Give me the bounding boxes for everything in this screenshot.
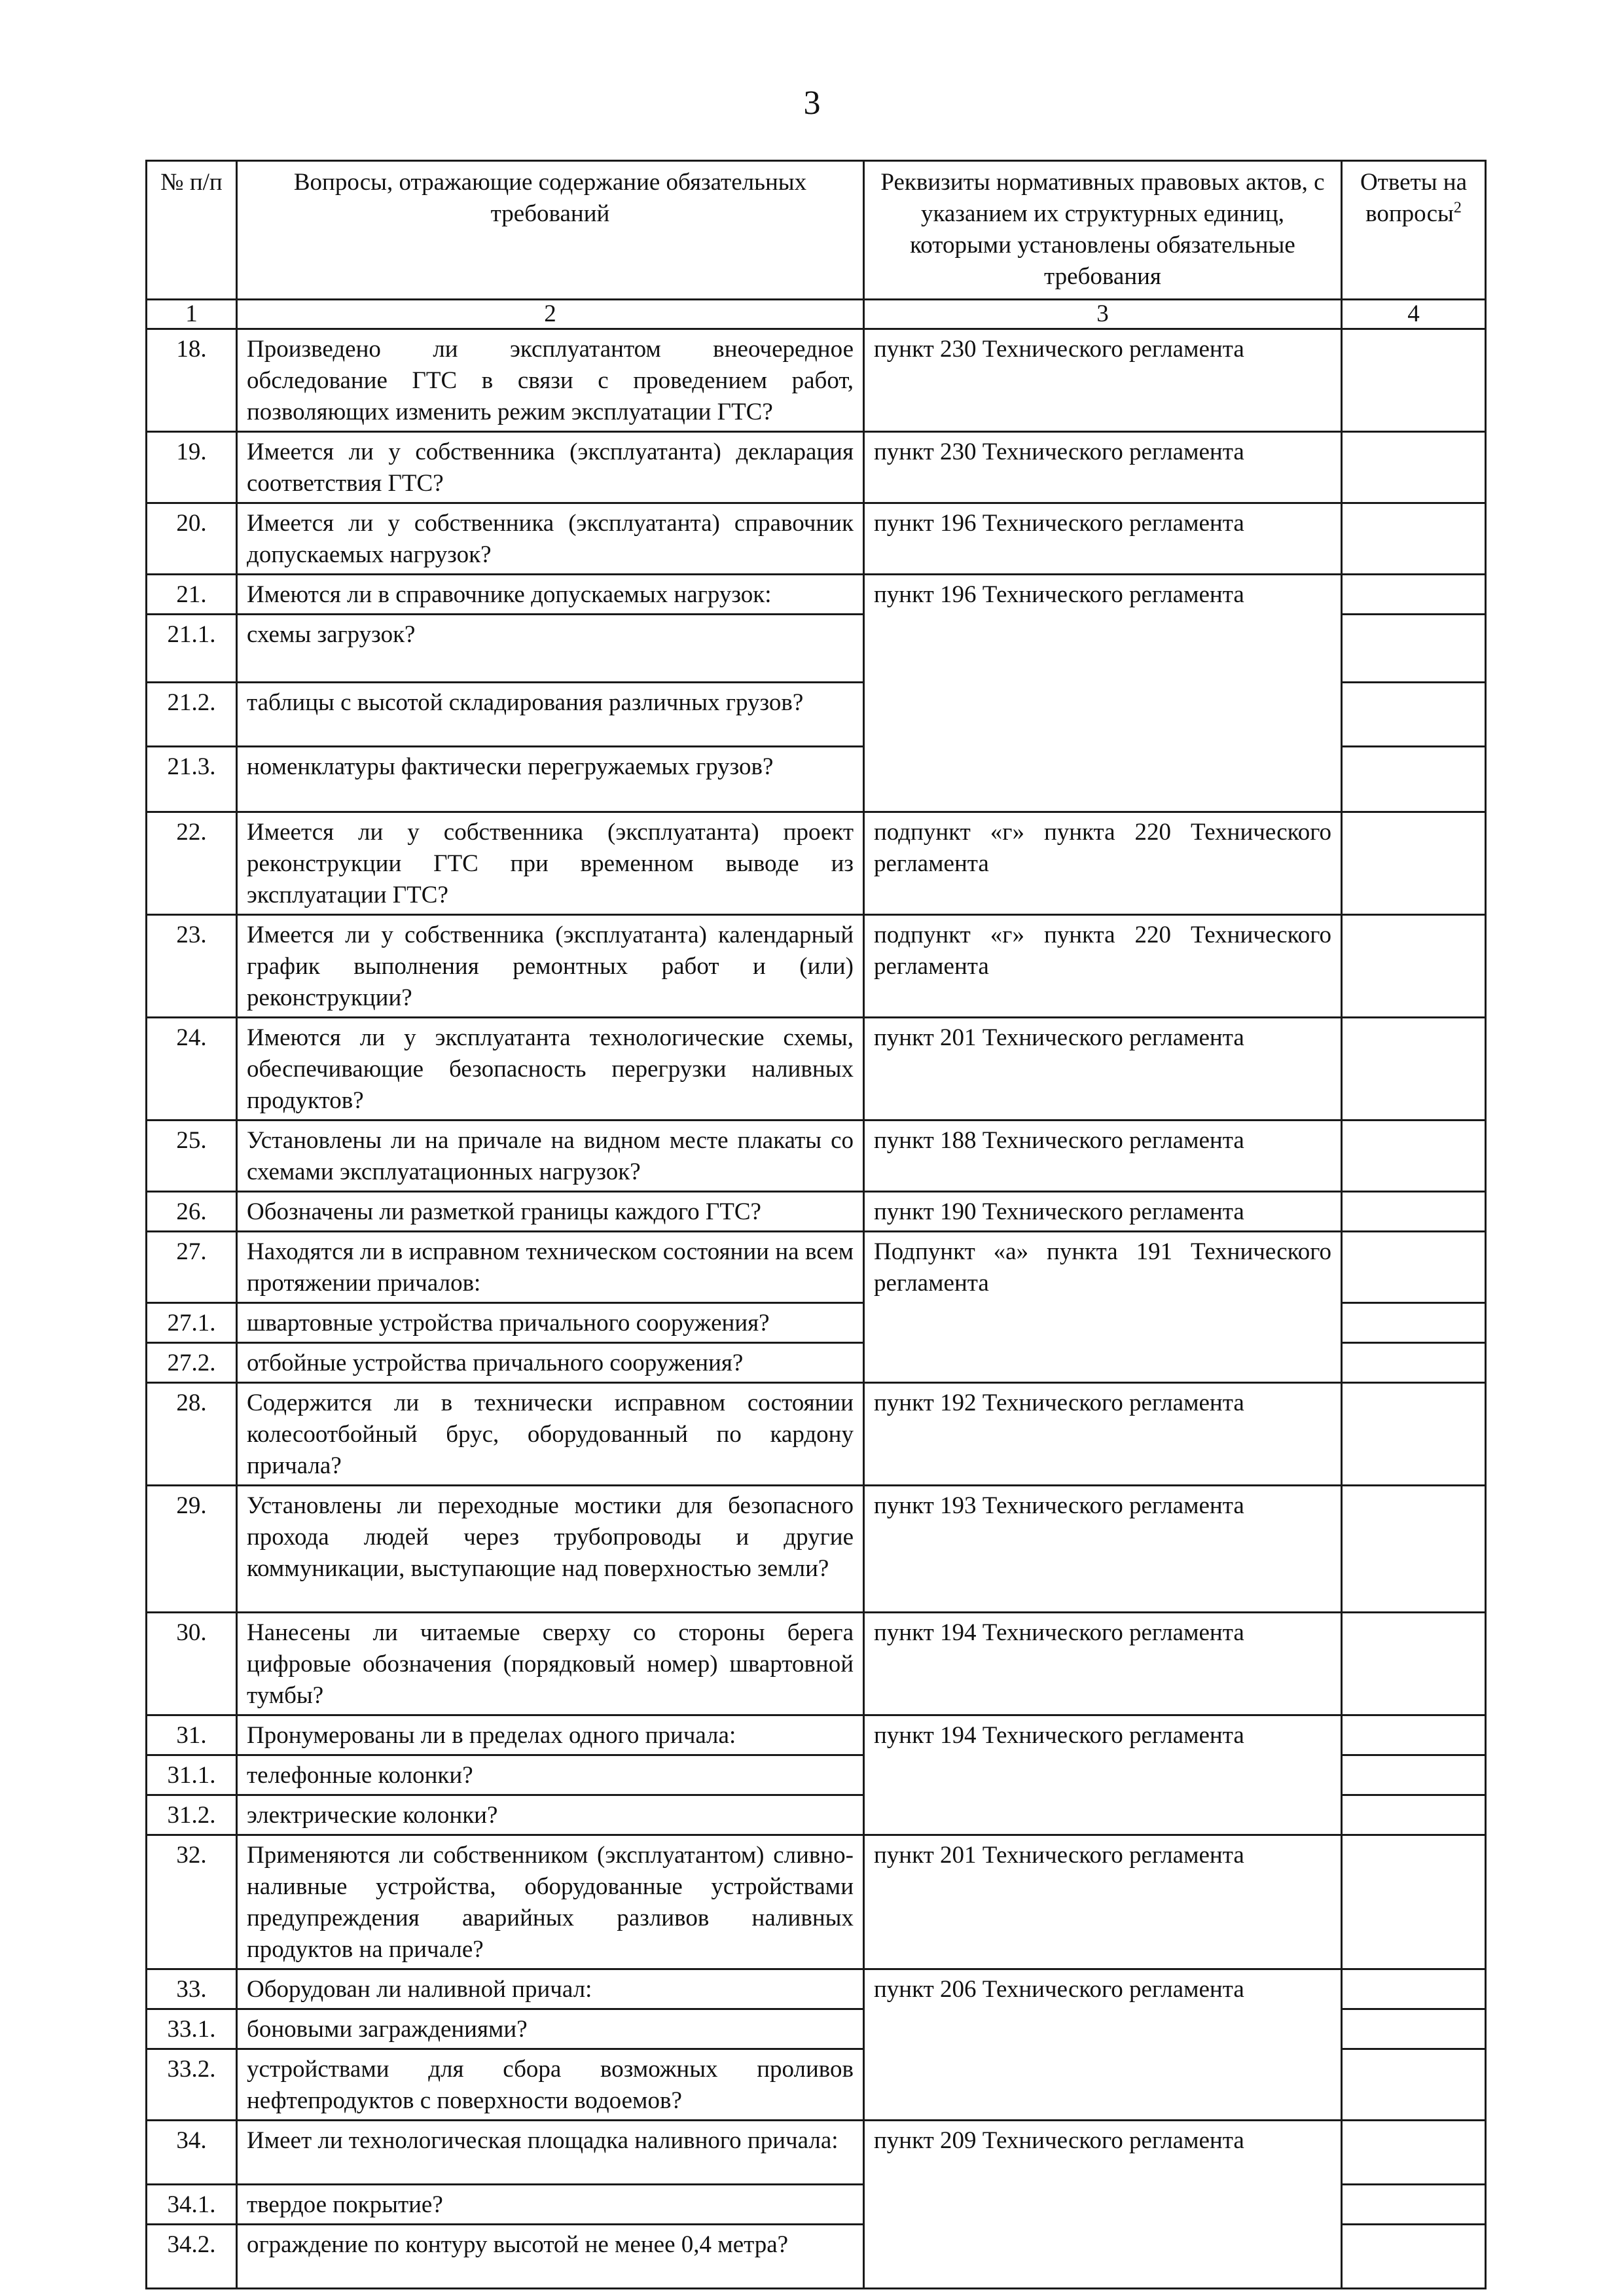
table-row [147,1715,1486,1755]
row-reference: пункт 206 Технического регламента [864,1969,1342,2121]
row-reference: пункт 209 Технического регламента [864,2121,1342,2289]
row-reference: пункт 193 Технического регламента [864,1486,1342,1613]
row-reference: пункт 194 Технического регламента [864,1613,1342,1715]
answer-cell[interactable] [1342,812,1486,915]
row-question: Оборудован ли наливной причал: [237,1969,864,2009]
row-reference: пункт 192 Технического регламента [864,1383,1342,1486]
row-reference: пункт 196 Технического регламента [864,575,1342,812]
column-number: 3 [864,300,1342,329]
table-row [147,1969,1486,2009]
row-number: 22. [147,812,237,915]
table-row [147,2121,1486,2185]
answer-cell[interactable] [1342,2185,1486,2225]
answer-cell[interactable] [1342,1121,1486,1192]
row-number: 30. [147,1613,237,1715]
answer-cell[interactable] [1342,1755,1486,1795]
answer-cell[interactable] [1342,329,1486,432]
answer-cell[interactable] [1342,503,1486,575]
row-question: боновыми заграждениями? [237,2009,864,2049]
row-number: 25. [147,1121,237,1192]
table-row [147,432,1486,503]
table-row [147,915,1486,1018]
row-question: Имеет ли технологическая площадка наливного причала: [237,2121,864,2185]
answer-cell[interactable] [1342,1343,1486,1383]
answer-cell[interactable] [1342,2049,1486,2121]
answer-cell[interactable] [1342,615,1486,683]
answer-cell[interactable] [1342,2225,1486,2289]
row-number: 26. [147,1192,237,1232]
row-question: Установлены ли на причале на видном месте плакаты со схемами эксплуатационных нагрузок? [237,1121,864,1192]
table-row [147,503,1486,575]
row-question: телефонные колонки? [237,1755,864,1795]
row-number: 21.1. [147,615,237,683]
row-question: ограждение по контуру высотой не менее 0,4 метра? [237,2225,864,2289]
row-question: швартовные устройства причального сооружения? [237,1303,864,1343]
row-question: Имеются ли в справочнике допускаемых нагрузок: [237,575,864,615]
row-question: Пронумерованы ли в пределах одного причала: [237,1715,864,1755]
answer-cell[interactable] [1342,1383,1486,1486]
header-reference: Реквизиты нормативных правовых актов, с указанием их структурных единиц, которыми установлены обязательные требования [864,161,1342,300]
table-header-row [147,161,1486,300]
row-reference: пункт 201 Технического регламента [864,1835,1342,1969]
column-number: 1 [147,300,237,329]
table-row [147,812,1486,915]
row-number: 34.1. [147,2185,237,2225]
answer-cell[interactable] [1342,1613,1486,1715]
row-reference: пункт 188 Технического регламента [864,1121,1342,1192]
page-number: 3 [803,84,821,122]
answer-cell[interactable] [1342,1232,1486,1303]
answer-cell[interactable] [1342,683,1486,747]
row-reference: пункт 230 Технического регламента [864,329,1342,432]
answer-cell[interactable] [1342,1192,1486,1232]
table-row [147,1192,1486,1232]
column-number: 2 [237,300,864,329]
row-number: 20. [147,503,237,575]
row-reference: Подпункт «а» пункта 191 Технического регламента [864,1232,1342,1383]
row-reference: пункт 196 Технического регламента [864,503,1342,575]
row-number: 18. [147,329,237,432]
row-reference: подпункт «г» пункта 220 Технического регламента [864,812,1342,915]
table-row [147,1232,1486,1303]
answer-cell[interactable] [1342,432,1486,503]
row-question: Имеются ли у эксплуатанта технологические схемы, обеспечивающие безопасность перегрузки наливных продуктов? [237,1018,864,1121]
table-row [147,1835,1486,1969]
row-question: устройствами для сбора возможных проливов нефтепродуктов с поверхности водоемов? [237,2049,864,2121]
row-question: Имеется ли у собственника (эксплуатанта) календарный график выполнения ремонтных работ и (или) реконструкции? [237,915,864,1018]
row-question: твердое покрытие? [237,2185,864,2225]
row-number: 31.2. [147,1795,237,1835]
row-question: Нанесены ли читаемые сверху со стороны берега цифровые обозначения (порядковый номер) швартовной тумбы? [237,1613,864,1715]
table-row [147,1383,1486,1486]
row-number: 33.2. [147,2049,237,2121]
row-number: 21.3. [147,747,237,812]
answer-cell[interactable] [1342,1303,1486,1343]
table-row [147,1121,1486,1192]
answer-cell[interactable] [1342,1835,1486,1969]
requirements-checklist-table [145,160,1487,2289]
column-number-row [147,300,1486,329]
row-question: Установлены ли переходные мостики для безопасного прохода людей через трубопроводы и другие коммуникации, выступающие над поверхностью земли? [237,1486,864,1613]
row-reference: пункт 230 Технического регламента [864,432,1342,503]
row-number: 31. [147,1715,237,1755]
row-number: 29. [147,1486,237,1613]
row-number: 23. [147,915,237,1018]
row-question: Обозначены ли разметкой границы каждого ГТС? [237,1192,864,1232]
row-number: 31.1. [147,1755,237,1795]
answer-cell[interactable] [1342,575,1486,615]
row-question: Имеется ли у собственника (эксплуатанта) декларация соответствия ГТС? [237,432,864,503]
table-row [147,1613,1486,1715]
table-row [147,1486,1486,1613]
row-question: таблицы с высотой складирования различных грузов? [237,683,864,747]
row-number: 33.1. [147,2009,237,2049]
row-question: Содержится ли в технически исправном состоянии колесоотбойный брус, оборудованный по кардону причала? [237,1383,864,1486]
row-number: 19. [147,432,237,503]
row-number: 34. [147,2121,237,2185]
row-number: 24. [147,1018,237,1121]
row-number: 34.2. [147,2225,237,2289]
row-number: 27. [147,1232,237,1303]
header-answer [1342,161,1486,300]
answer-cell[interactable] [1342,1486,1486,1613]
row-number: 21. [147,575,237,615]
row-reference: пункт 190 Технического регламента [864,1192,1342,1232]
row-question: Находятся ли в исправном техническом состоянии на всем протяжении причалов: [237,1232,864,1303]
row-number: 27.2. [147,1343,237,1383]
row-reference: пункт 194 Технического регламента [864,1715,1342,1835]
header-question: Вопросы, отражающие содержание обязательных требований [237,161,864,300]
row-number: 21.2. [147,683,237,747]
row-question: Произведено ли эксплуатантом внеочередное обследование ГТС в связи с проведением работ, позволяющих изменить режим эксплуатации ГТС? [237,329,864,432]
answer-cell[interactable] [1342,1969,1486,2009]
answer-cell[interactable] [1342,915,1486,1018]
row-question: схемы загрузок? [237,615,864,683]
table-row [147,1018,1486,1121]
row-question: Применяются ли собственником (эксплуатантом) сливно-наливные устройства, оборудованные устройствами предупреждения аварийных разливов наливных продуктов на причале? [237,1835,864,1969]
row-number: 27.1. [147,1303,237,1343]
row-question: номенклатуры фактически перегружаемых грузов? [237,747,864,812]
row-number: 33. [147,1969,237,2009]
header-answer-text: Ответы на вопросы [1360,169,1468,227]
answer-cell[interactable] [1342,1715,1486,1755]
row-number: 28. [147,1383,237,1486]
row-question: отбойные устройства причального сооружения? [237,1343,864,1383]
header-num: № п/п [147,161,237,300]
answer-cell[interactable] [1342,2121,1486,2185]
answer-cell[interactable] [1342,1018,1486,1121]
answer-cell[interactable] [1342,1795,1486,1835]
table-row [147,575,1486,615]
row-question: электрические колонки? [237,1795,864,1835]
footnote-marker: 2 [1453,199,1462,217]
row-reference: подпункт «г» пункта 220 Технического регламента [864,915,1342,1018]
row-question: Имеется ли у собственника (эксплуатанта) справочник допускаемых нагрузок? [237,503,864,575]
answer-cell[interactable] [1342,2009,1486,2049]
row-question: Имеется ли у собственника (эксплуатанта) проект реконструкции ГТС при временном выводе из эксплуатации ГТС? [237,812,864,915]
column-number: 4 [1342,300,1486,329]
answer-cell[interactable] [1342,747,1486,812]
table-row [147,329,1486,432]
row-reference: пункт 201 Технического регламента [864,1018,1342,1121]
row-number: 32. [147,1835,237,1969]
